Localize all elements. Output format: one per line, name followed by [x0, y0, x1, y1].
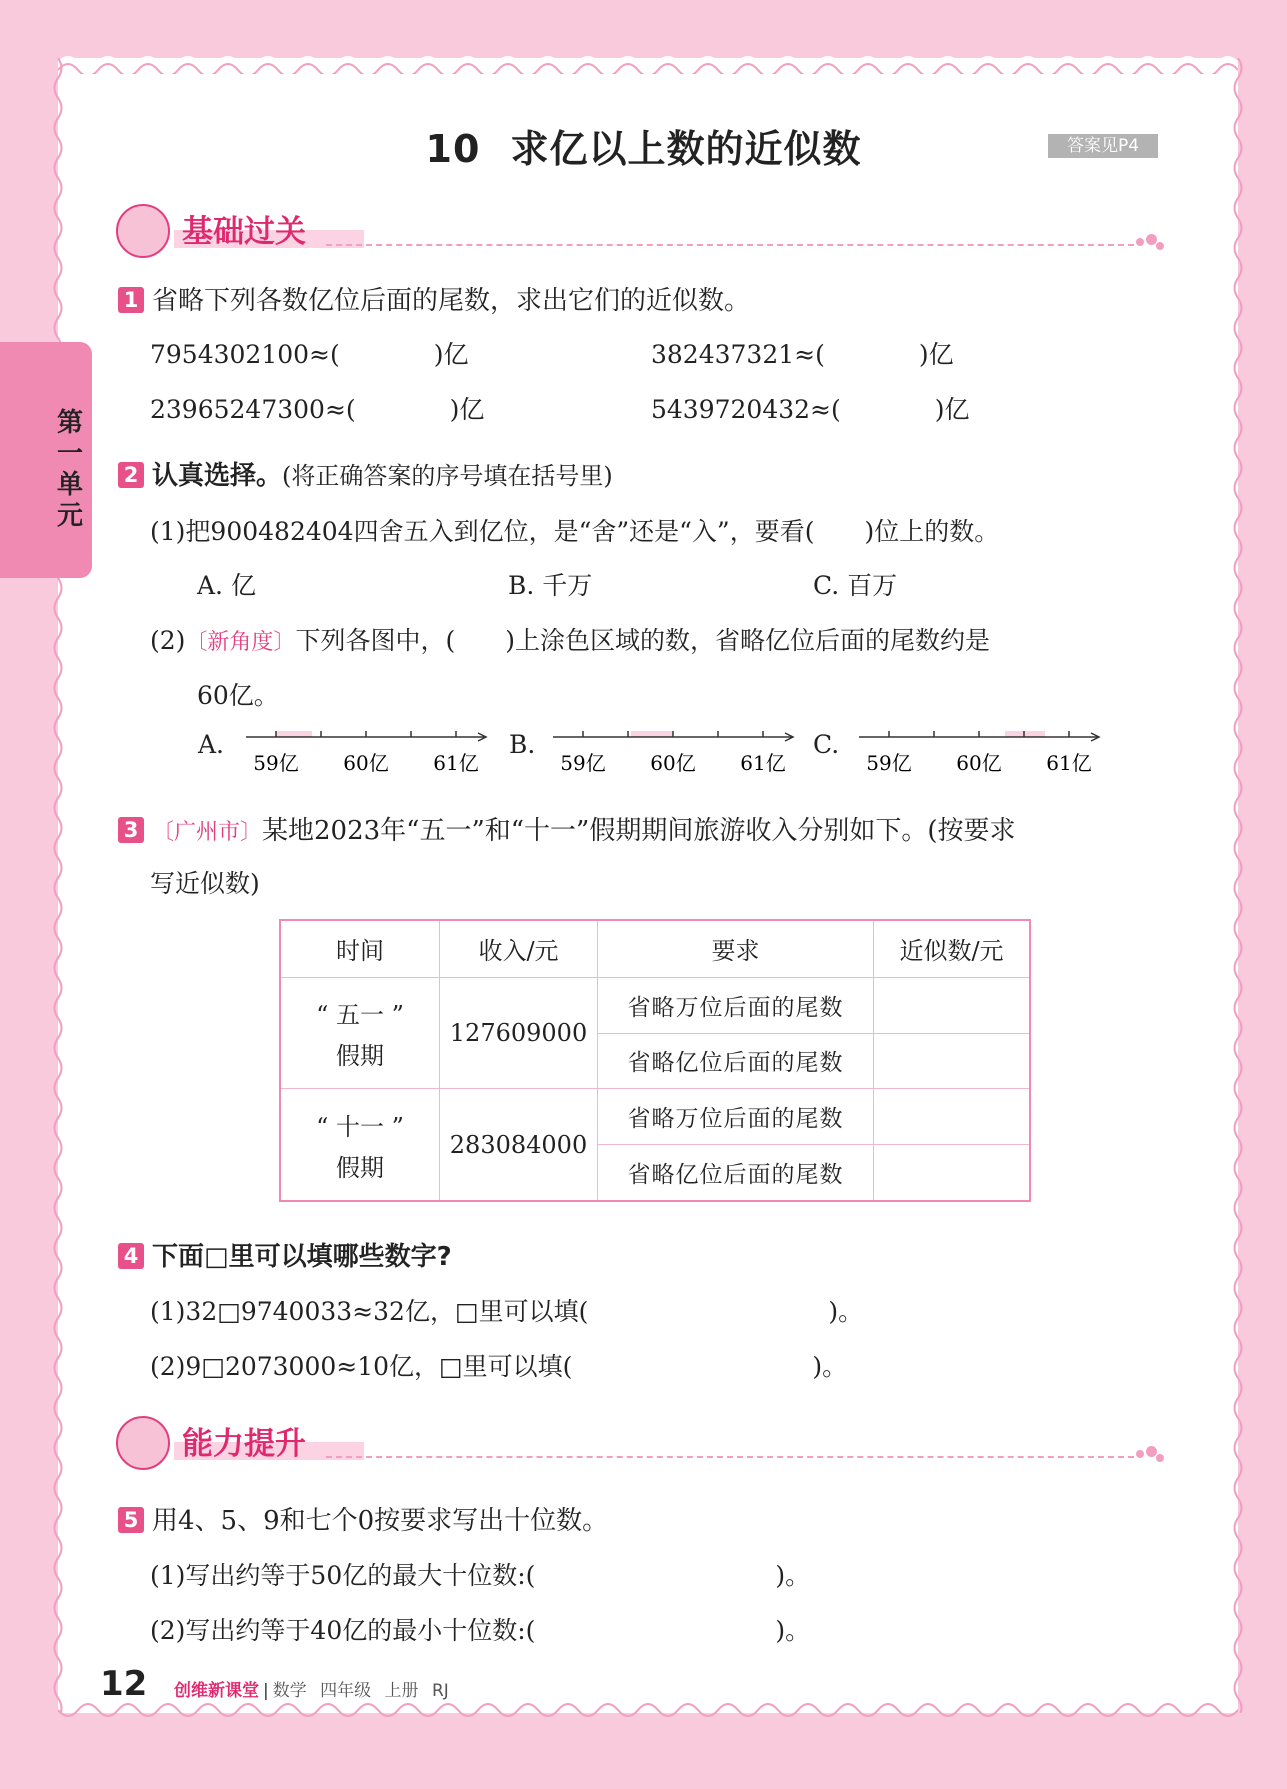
question-3	[118, 810, 1016, 847]
column-header: 时间	[280, 920, 440, 977]
unit-side-tab	[0, 342, 92, 578]
approx-answer-cell[interactable]	[874, 1033, 1031, 1089]
q1-expression: 5439720432≈(	[651, 395, 841, 424]
requirement-cell: 省略万位后面的尾数	[598, 1089, 874, 1145]
q2-part-2-cont: 60亿。	[197, 681, 279, 710]
section-header-advanced	[116, 1414, 1166, 1470]
shaded-region	[1005, 731, 1045, 737]
dashed-divider	[326, 1456, 1134, 1458]
item-close: )。	[812, 1352, 848, 1381]
question-number: 3	[118, 817, 144, 843]
requirement-cell: 省略万位后面的尾数	[598, 977, 874, 1033]
new-angle-tag: 〔新角度〕	[185, 630, 296, 655]
nl-option-c[interactable]: C.	[813, 730, 840, 759]
q2-part-1: (1)把900482404四舍五入到亿位，是“舍”还是“入”，要看( )位上的数。	[150, 517, 1000, 546]
part-text: 下列各图中，( )上涂色区域的数，省略亿位后面的尾数约是	[295, 626, 990, 655]
period-suffix: 假期	[336, 1153, 384, 1182]
wave-border-left	[48, 58, 68, 1713]
period-cell	[280, 977, 440, 1089]
question-prompt: 认真选择。	[152, 461, 283, 491]
tick-label: 60亿	[956, 751, 1002, 775]
q2-option-c[interactable]: C. 百万	[813, 571, 898, 600]
income-cell: 127609000	[440, 977, 598, 1089]
tick-label: 61亿	[433, 751, 479, 775]
question-3-cont: 写近似数)	[150, 869, 260, 898]
period-name: “ 五一 ”	[316, 1001, 404, 1030]
wave-border-top	[58, 50, 1238, 74]
q1-unit: )亿	[449, 395, 485, 424]
income-cell: 283084000	[440, 1089, 598, 1201]
nl-option-a[interactable]: A.	[198, 730, 225, 759]
q1-expression: 23965247300≈(	[150, 395, 356, 424]
shaded-region	[276, 731, 312, 737]
q1-item-2	[651, 335, 954, 371]
mascot-icon	[116, 1416, 170, 1470]
wave-border-bottom	[58, 1700, 1238, 1724]
page-number: 12	[100, 1664, 148, 1704]
question-prompt: 下面□里可以填哪些数字?	[152, 1242, 452, 1272]
q5-item-1	[150, 1556, 810, 1592]
table-row	[280, 1089, 1030, 1145]
q1-unit: )亿	[934, 395, 970, 424]
question-number: 2	[118, 462, 144, 488]
dots-icon	[1136, 234, 1166, 254]
question-prompt: 省略下列各数亿位后面的尾数，求出它们的近似数。	[152, 286, 751, 316]
wave-border-right	[1228, 58, 1248, 1713]
item-close: )。	[828, 1297, 864, 1326]
item-text: (1)写出约等于50亿的最大十位数:(	[150, 1561, 536, 1590]
section-title: 基础过关	[182, 214, 306, 250]
footer-brand: 创维新课堂 | 数学 四年级 上册 RJ	[174, 1681, 449, 1701]
lesson-title-text: 求亿以上数的近似数	[510, 127, 862, 171]
item-close: )。	[775, 1616, 811, 1645]
lesson-number: 10	[425, 127, 481, 171]
number-line-b	[547, 722, 797, 782]
approx-answer-cell[interactable]	[874, 1145, 1031, 1201]
period-cell	[280, 1089, 440, 1201]
income-table	[279, 919, 1031, 1202]
answer-reference-badge: 答案见P4	[1048, 134, 1158, 158]
q2-option-b[interactable]: B. 千万	[508, 571, 593, 600]
table-row	[280, 977, 1030, 1033]
q2-option-a[interactable]: A. 亿	[197, 571, 256, 600]
q1-item-4	[651, 390, 970, 426]
column-header: 要求	[598, 920, 874, 977]
q4-item-2	[150, 1347, 847, 1383]
tick-label: 61亿	[740, 751, 786, 775]
dots-icon	[1136, 1446, 1166, 1466]
tick-label: 60亿	[650, 751, 696, 775]
question-prompt: 某地2023年“五一”和“十一”假期期间旅游收入分别如下。(按要求	[262, 816, 1016, 846]
q1-unit: )亿	[433, 340, 469, 369]
grade-label: 四年级	[320, 1681, 372, 1701]
number-line-c	[853, 722, 1103, 782]
question-2	[118, 455, 613, 492]
tick-label: 59亿	[253, 751, 299, 775]
item-text: (2)9□2073000≈10亿，□里可以填(	[150, 1352, 573, 1381]
unit-tab-label: 第一单元	[56, 408, 83, 531]
question-4	[118, 1236, 452, 1273]
question-number: 1	[118, 287, 144, 313]
part-prefix: (2)	[150, 626, 186, 655]
shaded-region	[631, 731, 673, 737]
approx-answer-cell[interactable]	[874, 1089, 1031, 1145]
tick-label: 59亿	[866, 751, 912, 775]
question-5	[118, 1500, 608, 1537]
question-prompt: 用4、5、9和七个0按要求写出十位数。	[152, 1506, 609, 1536]
question-1	[118, 280, 750, 317]
item-close: )。	[775, 1561, 811, 1590]
mascot-icon	[116, 204, 170, 258]
question-number: 5	[118, 1507, 144, 1533]
q1-unit: )亿	[918, 340, 954, 369]
number-line-a	[240, 722, 490, 782]
tick-label: 59亿	[560, 751, 606, 775]
tick-label: 61亿	[1046, 751, 1092, 775]
source-tag: 〔广州市〕	[152, 820, 263, 845]
edition-label: RJ	[431, 1681, 449, 1701]
period-name: “ 十一 ”	[316, 1112, 404, 1141]
q1-item-3	[150, 390, 484, 426]
column-header: 收入/元	[440, 920, 598, 977]
item-text: (2)写出约等于40亿的最小十位数:(	[150, 1616, 536, 1645]
q1-item-1	[150, 335, 469, 371]
question-number: 4	[118, 1243, 144, 1269]
tick-label: 60亿	[343, 751, 389, 775]
dashed-divider	[326, 244, 1134, 246]
q1-expression: 7954302100≈(	[150, 340, 340, 369]
volume-label: 上册	[384, 1681, 419, 1701]
approx-answer-cell[interactable]	[874, 977, 1031, 1033]
table-header-row	[280, 920, 1030, 977]
section-header-basics	[116, 202, 1166, 258]
requirement-cell: 省略亿位后面的尾数	[598, 1033, 874, 1089]
q2-part-2	[150, 621, 990, 657]
period-suffix: 假期	[336, 1042, 384, 1071]
column-header: 近似数/元	[874, 920, 1031, 977]
q4-item-1	[150, 1292, 863, 1328]
question-note: (将正确答案的序号填在括号里)	[282, 462, 613, 490]
brand-name: 创维新课堂	[174, 1681, 259, 1701]
q1-expression: 382437321≈(	[651, 340, 825, 369]
nl-option-b[interactable]: B.	[509, 730, 536, 759]
requirement-cell: 省略亿位后面的尾数	[598, 1145, 874, 1201]
item-text: (1)32□9740033≈32亿，□里可以填(	[150, 1297, 589, 1326]
q5-item-2	[150, 1611, 810, 1647]
section-title: 能力提升	[182, 1426, 306, 1462]
subject-label: 数学	[272, 1681, 307, 1701]
